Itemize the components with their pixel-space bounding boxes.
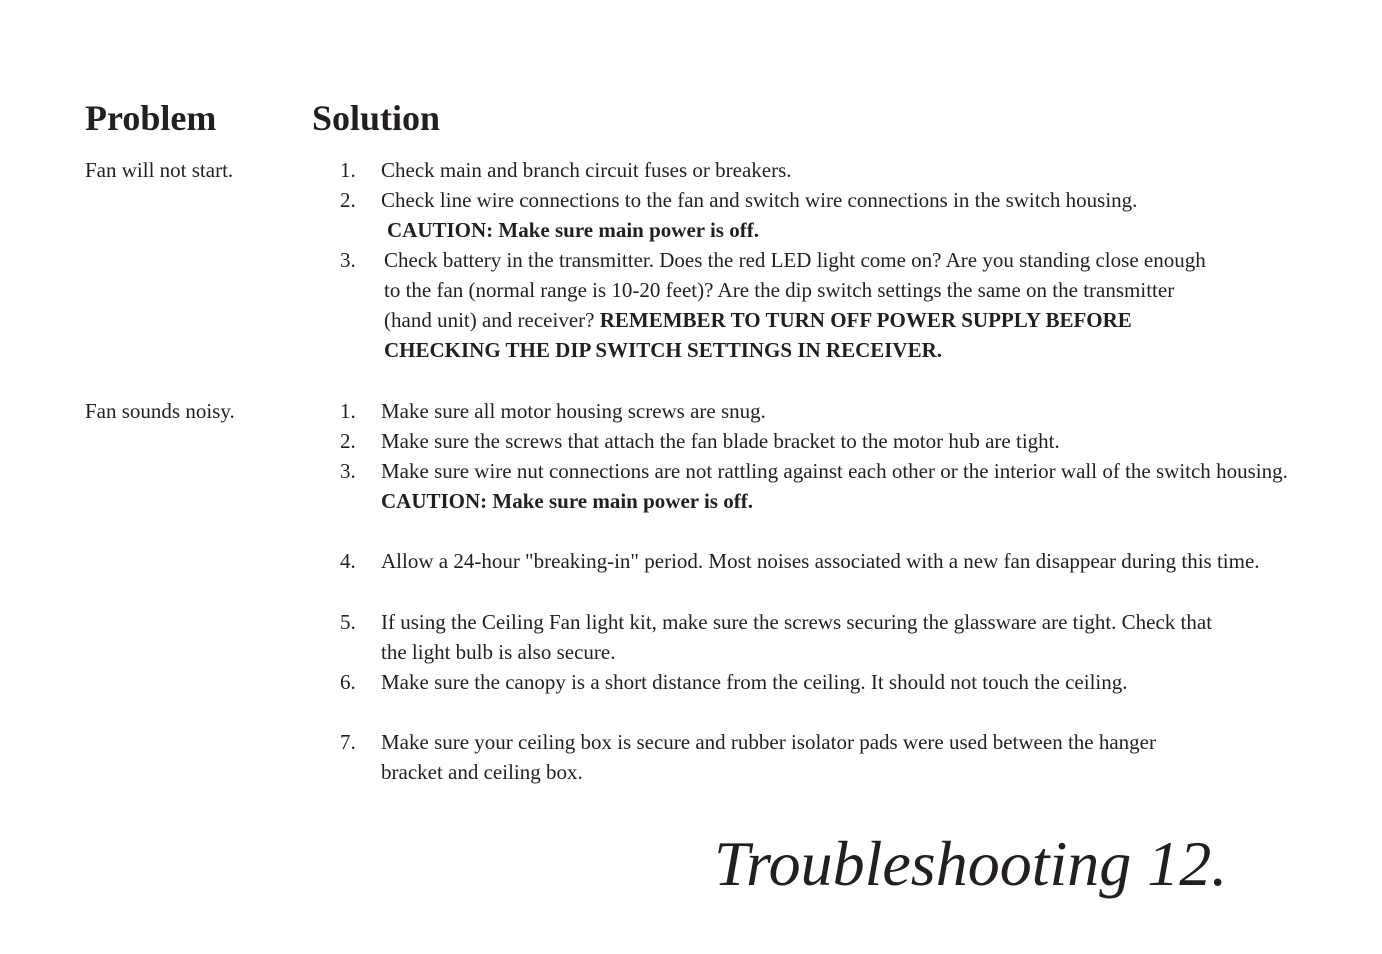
solution-step bbox=[340, 245, 1315, 365]
solution-step bbox=[340, 456, 1315, 516]
step-number: 1. bbox=[340, 158, 356, 182]
step-text-line: bracket and ceiling box. bbox=[381, 760, 583, 784]
step-number: 7. bbox=[340, 730, 356, 754]
solution-step bbox=[340, 155, 1315, 185]
caution-text: CAUTION: Make sure main power is off. bbox=[387, 218, 759, 242]
solution-step bbox=[340, 546, 1315, 576]
step-text-line: If using the Ceiling Fan light kit, make sure the screws securing the glassware are tight. Check that bbox=[381, 610, 1213, 634]
solution-step bbox=[340, 426, 1315, 456]
problem-label-fan-sounds-noisy: Fan sounds noisy. bbox=[85, 399, 235, 423]
step-text-line: housing. bbox=[1216, 459, 1288, 483]
step-text-line: to the fan (normal range is 10-20 feet)? Are the dip switch settings the same on the transmitter bbox=[384, 278, 1175, 302]
warning-text: REMEMBER TO TURN OFF POWER SUPPLY BEFORE bbox=[599, 308, 1132, 332]
solution-step bbox=[340, 727, 1315, 787]
step-number: 1. bbox=[340, 399, 356, 423]
solution-header: Solution bbox=[312, 98, 441, 138]
step-text-line: time. bbox=[1216, 549, 1260, 573]
step-text-line: (hand unit) and receiver? bbox=[384, 308, 600, 332]
step-text-line: Make sure wire nut connections are not rattling against each other or the interior wall of the switch bbox=[381, 459, 1211, 483]
problem-header: Problem bbox=[85, 98, 217, 138]
step-number: 6. bbox=[340, 670, 356, 694]
page-title: Troubleshooting 12. bbox=[714, 828, 1228, 899]
step-text-line: Make sure your ceiling box is secure and rubber isolator pads were used between the hanger bbox=[381, 730, 1156, 754]
step-number: 3. bbox=[340, 459, 356, 483]
step-text-line: It should not touch the ceiling. bbox=[870, 670, 1128, 694]
caution-text: CAUTION: Make sure main power is off. bbox=[381, 489, 753, 513]
step-number: 4. bbox=[340, 549, 356, 573]
step-number: 3. bbox=[340, 248, 356, 272]
problem-label-fan-will-not-start: Fan will not start. bbox=[85, 158, 234, 182]
solution-step bbox=[340, 667, 1315, 697]
step-text-line: the light bulb is also secure. bbox=[381, 640, 616, 664]
warning-text: CHECKING THE DIP SWITCH SETTINGS IN RECEIVER. bbox=[384, 338, 943, 362]
step-text: Check line wire connections to the fan and switch wire connections in the switch housing. bbox=[381, 188, 1138, 212]
solution-step bbox=[340, 185, 1315, 245]
step-text-line: Allow a 24-hour "breaking-in" period. Most noises associated with a new fan disappear during this bbox=[381, 549, 1212, 573]
step-number: 2. bbox=[340, 429, 356, 453]
step-text-line: Check battery in the transmitter. Does the red LED light come on? Are you standing close enough bbox=[384, 248, 1206, 272]
step-text: Make sure the screws that attach the fan blade bracket to the motor hub are tight. bbox=[381, 429, 1060, 453]
step-number: 5. bbox=[340, 610, 356, 634]
step-text: Make sure all motor housing screws are snug. bbox=[381, 399, 766, 423]
solution-step bbox=[340, 607, 1315, 667]
step-text-line: Make sure the canopy is a short distance from the ceiling. bbox=[381, 670, 866, 694]
step-text: Check main and branch circuit fuses or breakers. bbox=[381, 158, 792, 182]
step-number: 2. bbox=[340, 188, 356, 212]
solution-step bbox=[340, 396, 1315, 426]
